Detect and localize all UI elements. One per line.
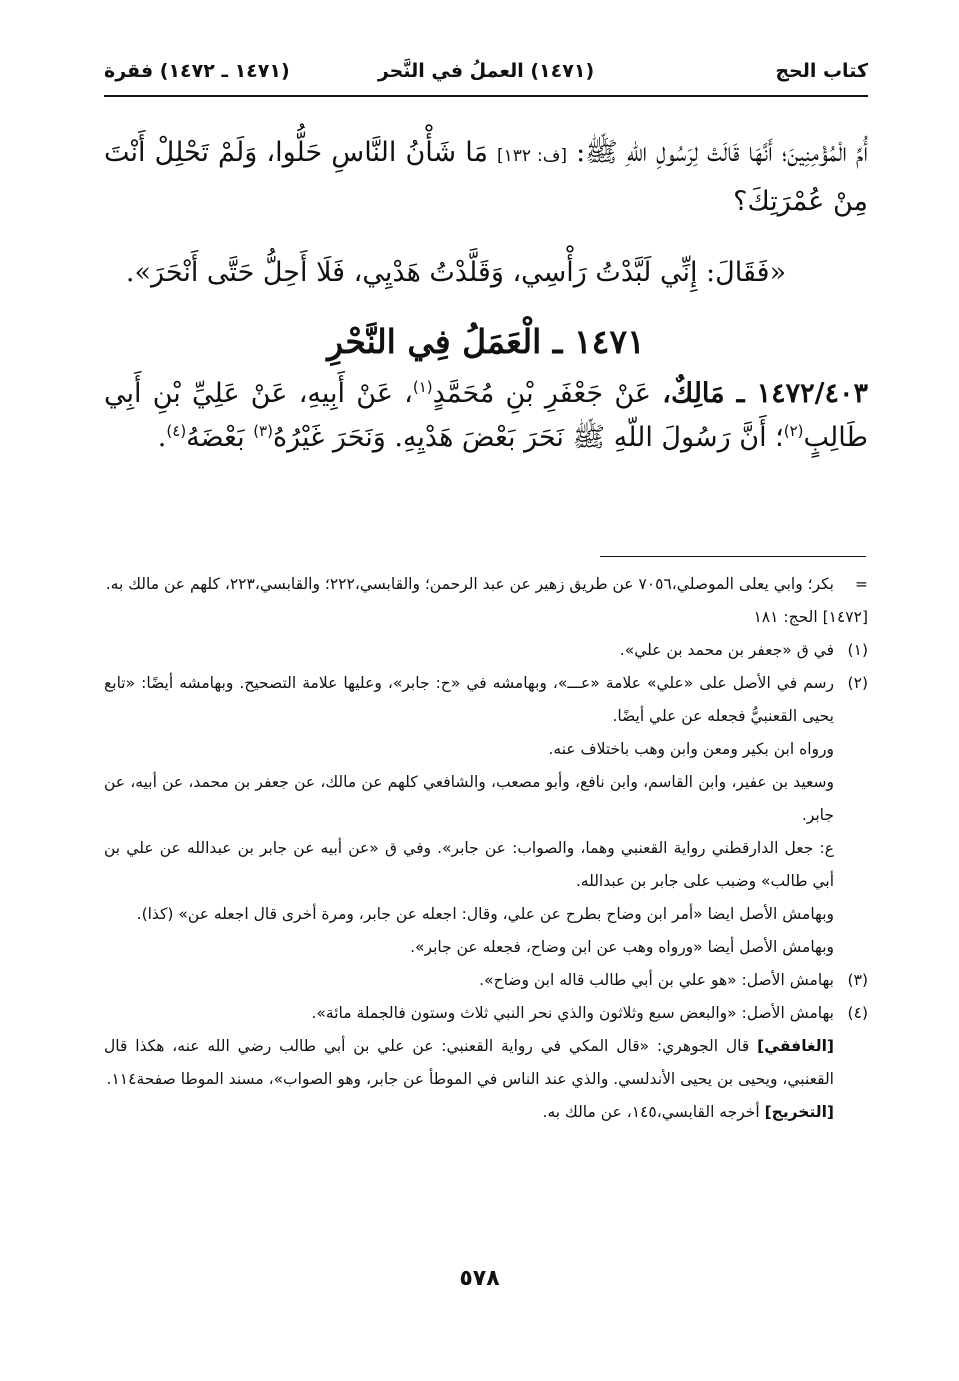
takhrij-tag: [التخريج] bbox=[764, 1103, 834, 1121]
footnote-text: في ق «جعفر بن محمد بن علي». bbox=[619, 641, 834, 659]
hadith-text-continuation bbox=[104, 130, 868, 225]
footnote-2-line: ع: جعل الدارقطني رواية القعنبي وهما، والصواب: عن جابر». وفي ق «عن أبيه عن جابر بن عبدالله عن علي بن أبي طالب» وضبب على جابر بن عبدالله. bbox=[104, 839, 834, 890]
text-segment: عَنْ جَعْفَرِ بْنِ مُحَمَّدٍ bbox=[432, 378, 663, 409]
footnote-2-line: وسعيد بن عفير، وابن القاسم، وابن نافع، وأبو مصعب، والشافعي كلهم عن مالك، عن جعفر بن محمد، عن أبيه، عن جابر. bbox=[104, 773, 834, 824]
footnote-ref[interactable]: (٣) bbox=[253, 422, 273, 440]
footnote-text: رسم في الأصل على «علي» علامة «عـــ»، وبهامشه في «ح: جابر»، وعليها علامة التصحيح. وبهامشه أيضًا: «تابع يحيى القعنبيُّ فجعله عن علي أيضًا. bbox=[104, 674, 834, 725]
footnote-2-line: وبهامش الأصل أيضا «ورواه وهب عن ابن وضاح، فجعله عن جابر». bbox=[410, 938, 834, 956]
text-segment: أُمِّ الْمُؤْمِنِينَ؛ أَنَّهَا قَالَتْ لِرَسُولِ اللّهِ ﷺ: bbox=[566, 137, 868, 168]
footnote-continuation bbox=[104, 568, 868, 601]
footnote-divider bbox=[600, 556, 866, 557]
text-segment: بَعْضَهُ bbox=[186, 422, 254, 453]
hadith-quote: «فَقَالَ: إِنِّي لَبَّدْتُ رَأْسِي، وَقَلَّدْتُ هَدْيِي، فَلَا أَحِلُّ حَتَّى أَنْحَرَ». bbox=[125, 257, 787, 288]
text-segment: ؛ أَنَّ رَسُولَ اللّهِ ﷺ نَحَرَ بَعْضَ هَدْيِهِ. وَنَحَرَ غَيْرُهُ bbox=[272, 422, 784, 453]
footnote-4 bbox=[104, 997, 868, 1030]
header-divider bbox=[104, 95, 868, 97]
footnote-1 bbox=[104, 634, 868, 667]
chapter-heading: ١٤٧١ ـ الْعَمَلُ فِي النَّحْرِ bbox=[327, 322, 645, 361]
footnote-label: (١) bbox=[847, 641, 868, 659]
footnote-label: (٢) bbox=[847, 674, 868, 692]
running-header bbox=[104, 56, 868, 90]
header-paragraph-range: (١٤٧١ ـ ١٤٧٢) فقرة bbox=[104, 60, 290, 82]
footnote-text: بكر؛ وابي يعلى الموصلي،٧٠٥٦ عن طريق زهير عن عبد الرحمن؛ والقابسي،٢٢٢؛ والقابسي،٢٢٣، كلهم عن مالك به. bbox=[105, 575, 834, 593]
footnote-text: بهامش الأصل: «هو علي بن أبي طالب قاله ابن وضاح». bbox=[479, 971, 834, 989]
text-segment: . bbox=[157, 422, 167, 453]
takhrij-text: أخرجه القابسي،١٤٥، عن مالك به. bbox=[542, 1103, 765, 1121]
header-chapter-title: (١٤٧١) العملُ في النَّحر bbox=[377, 60, 595, 82]
takhrij-note bbox=[104, 1096, 868, 1129]
hadith-reference: [١٤٧٢] الحج: ١٨١ bbox=[753, 608, 868, 626]
text-segment: ، عَنْ أَبِيهِ، عَنْ عَلِيِّ بْنِ أَبِي طَالِبٍ bbox=[104, 378, 868, 453]
page-number: ٥٧٨ bbox=[459, 1266, 500, 1291]
text-segment: مَا شَأْنُ النَّاسِ حَلُّوا، وَلَمْ تَحْلِلْ أَنْتَ مِنْ عُمْرَتِكَ؟ bbox=[104, 137, 868, 217]
ghafiqi-note bbox=[104, 1030, 868, 1096]
footnotes bbox=[104, 568, 868, 1129]
footnote-2-line: ورواه ابن بكير ومعن وابن وهب باختلاف عنه. bbox=[548, 740, 834, 758]
footnote-3 bbox=[104, 964, 868, 997]
footnote-label: (٣) bbox=[847, 971, 868, 989]
footnote-label: (٤) bbox=[847, 1004, 868, 1022]
footnote-text: بهامش الأصل: «والبعض سبع وثلاثون والذي نحر النبي ثلاث وستون فالجملة مائة». bbox=[311, 1004, 834, 1022]
hadith-text bbox=[104, 372, 868, 460]
footnote-ref[interactable]: (١) bbox=[412, 378, 433, 396]
narrator-name: مَالِكٌ، bbox=[662, 378, 737, 409]
ghafiqi-text: قال الجوهري: «قال المكي في رواية القعنبي: عن علي بن أبي طالب رضي الله عنه، هكذا قال القعنبي، ويحيى بن يحيى الأندلسي. والذي عند الناس في الموطأ عن جابر، وهو الصواب»، مسند الموطا صفحة١١٤. bbox=[104, 1037, 834, 1088]
continuation-mark: = bbox=[855, 575, 868, 593]
cross-reference-tag: [ف: ١٣٢] bbox=[497, 146, 567, 166]
footnote-2 bbox=[104, 667, 868, 733]
hadith-number: ١٤٧٢/٤٠٣ ـ bbox=[736, 378, 868, 409]
footnote-2-line: وبهامش الأصل ايضا «أمر ابن وضاح بطرح عن علي، وقال: اجعله عن جابر، ومرة أخرى قال اجعله عن» (كذا). bbox=[136, 905, 834, 923]
header-book-title: كتاب الحج bbox=[775, 60, 868, 82]
ghafiqi-tag: [الغافقي] bbox=[757, 1037, 834, 1055]
footnote-ref[interactable]: (٤) bbox=[166, 422, 187, 440]
footnote-ref[interactable]: (٢) bbox=[783, 422, 804, 440]
